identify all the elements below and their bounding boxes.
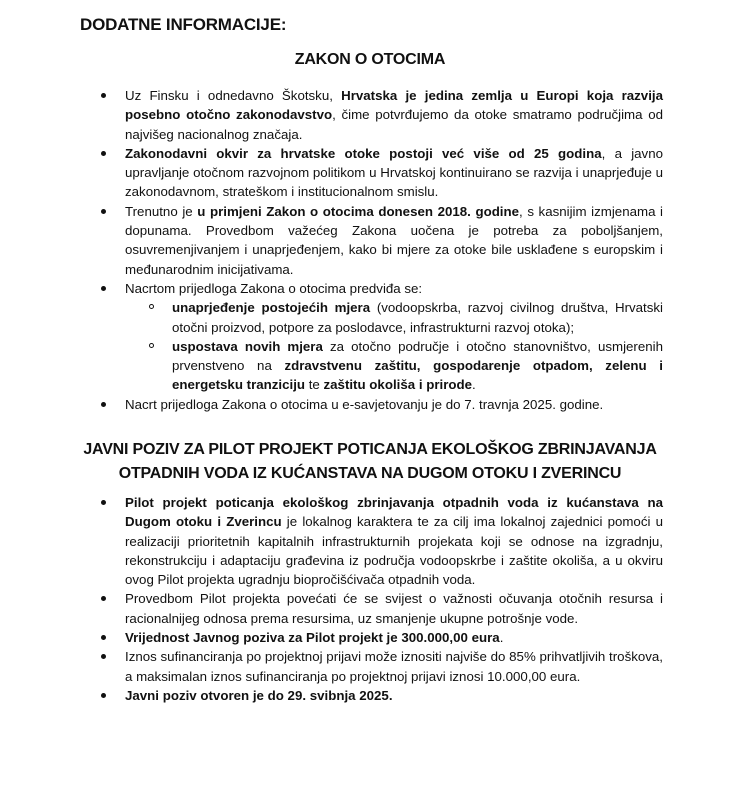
bold-text-span: unaprjeđenje postojećih mjera	[172, 300, 371, 316]
section-title-zakon-o-otocima: ZAKON O OTOCIMA	[294, 51, 446, 68]
bold-text-span: zdravstvenu zaštitu, gospodarenje otpadom, zelenu i energetsku tranziciju	[172, 358, 663, 393]
bold-text-span: Hrvatska je jedina zemlja u Europi koja razvija posebno otočno zakonodavstvo	[125, 88, 663, 123]
bold-text-span: Javni poziv otvoren je do 29. svibnja 2025.	[125, 687, 393, 703]
text-span: (vodoopskrba, razvoj civilnog društva, Hrvatski otočni proizvod, potpore za poslodavce, infrastrukturni razvoj otoka);	[172, 300, 663, 335]
bullet-icon	[101, 596, 106, 601]
list-item	[0, 493, 663, 589]
bullet-icon	[101, 286, 106, 291]
list-item	[0, 686, 663, 705]
text-span: za otočno područje i otočno stanovništvo, usmjerenih prvenstveno na	[172, 338, 663, 374]
text-span: te	[305, 377, 324, 393]
list-item	[0, 589, 663, 628]
bold-text-span: zaštitu okoliša i prirode	[323, 377, 473, 393]
list-item	[0, 628, 663, 647]
javni-poziv-bullet-list	[0, 493, 754, 705]
main-heading: DODATNE INFORMACIJE:	[80, 15, 287, 34]
bold-text-span: u primjeni Zakon o otocima donesen 2018. godine	[197, 203, 520, 219]
text-span: Nacrtom prijedloga Zakona o otocima predviđa se:	[125, 280, 423, 296]
text-span: je lokalnog karaktera te za cilj ima lokalnoj zajednici pomoći u realizaciji prioritetnih kapitalnih infrastrukturnih projekata koji se odnose na izgradnju, rekonstrukciju i adaptaciju građevina iz područja vodoopskrbe i zaštite okoliša, a u okviru ovog Pilot projekta ugradnju biopročišćivača otpadnih voda.	[125, 514, 663, 588]
sub-list-item	[172, 337, 663, 395]
bullet-icon	[101, 151, 106, 156]
text-span: .	[499, 630, 504, 646]
list-item	[0, 395, 663, 414]
bullet-icon	[101, 500, 106, 505]
bold-text-span: Zakonodavni okvir za hrvatske otoke postoji već više od 25 godina	[125, 145, 602, 161]
circle-bullet-icon	[149, 343, 154, 348]
bullet-icon	[101, 693, 106, 698]
bullet-icon	[101, 654, 106, 659]
bold-text-span: uspostava novih mjera	[172, 338, 323, 354]
sub-bullet-list	[125, 298, 663, 394]
text-span: Trenutno je	[125, 203, 198, 219]
text-span: Provedbom Pilot projekta povećati će se svijest o važnosti očuvanja otočnih resursa i racionalnijeg odnosa prema resursima, uz smanjenje ukupne potrošnje vode.	[125, 591, 663, 626]
sub-list-item	[172, 298, 663, 337]
text-span: Iznos sufinanciranja po projektnoj prijavi može iznositi najviše do 85% prihvatljivih troškova, a maksimalan iznos sufinanciranja po projektnoj prijavi iznosi 10.000,00 eura.	[125, 649, 663, 684]
list-item	[0, 279, 663, 395]
text-span: .	[472, 377, 476, 393]
list-item	[0, 144, 663, 202]
section-title-javni-poziv: JAVNI POZIV ZA PILOT PROJEKT POTICANJA EKOLOŠKOG ZBRINJAVANJA OTPADNIH VODA IZ KUĆANSTAVA NA DUGOM OTOKU I ZVERINCU	[83, 441, 657, 482]
bold-text-span: Vrijednost Javnog poziva za Pilot projekt je 300.000,00 eura	[125, 630, 500, 646]
text-span: Uz Finsku i odnedavno Škotsku,	[125, 88, 342, 103]
bullet-icon	[101, 402, 106, 407]
list-item	[0, 647, 663, 686]
zakon-bullet-list	[0, 86, 754, 414]
text-span: , s kasnijim izmjenama i dopunama. Provedbom važećeg Zakona uočena je potreba za poboljšanjem, osuvremenjivanjem i unaprjeđenjem, kako bi mjere za otoke bile usklađene s europskim i međunarodnim inicijativama.	[125, 203, 664, 277]
bold-text-span: Pilot projekt poticanja ekološkog zbrinjavanja otpadnih voda iz kućanstava na Dugom otoku i Zverincu	[125, 495, 663, 530]
bullet-icon	[101, 635, 106, 640]
bullet-icon	[101, 93, 106, 98]
text-span: Nacrt prijedloga Zakona o otocima u e-savjetovanju je do 7. travnja 2025. godine.	[125, 396, 604, 412]
text-span: , čime potvrđujemo da otoke smatramo područjima od najvišeg nacionalnog značaja.	[125, 107, 663, 142]
text-span: , a javno upravljanje otočnom razvojnom politikom u Hrvatskoj kontinuirano se razvija i unaprjeđuje u zakonodavnom, strateškom i institucionalnom smislu.	[125, 145, 663, 200]
bullet-icon	[101, 209, 106, 214]
list-item	[0, 86, 663, 144]
list-item	[0, 202, 663, 279]
circle-bullet-icon	[149, 304, 154, 309]
